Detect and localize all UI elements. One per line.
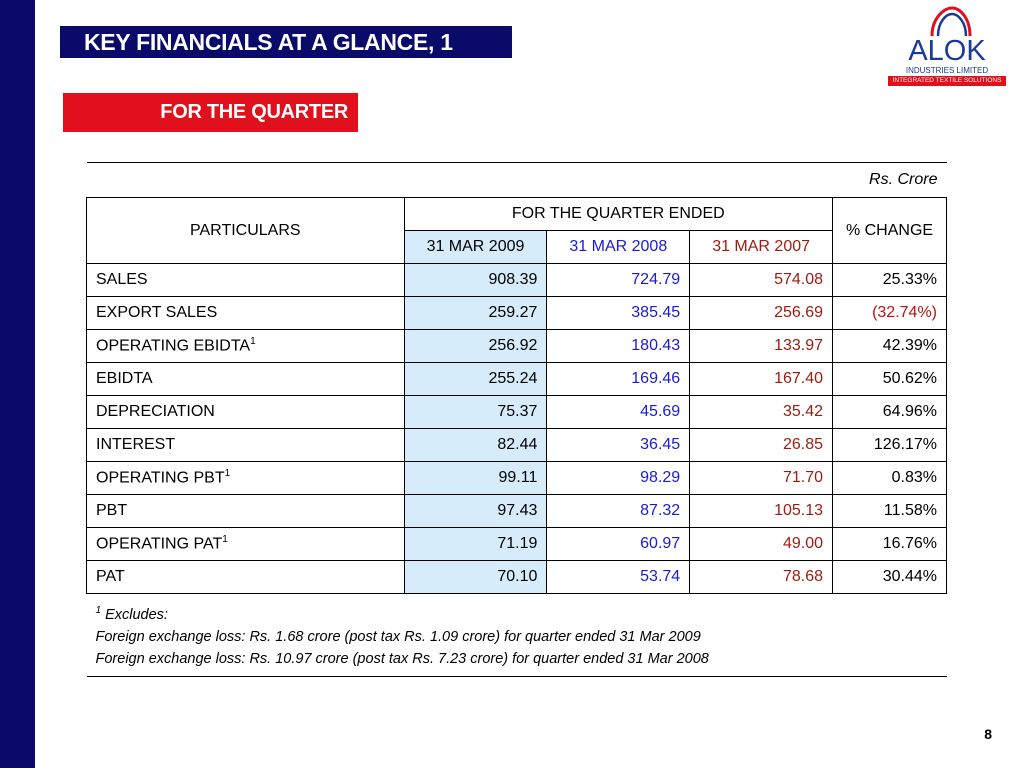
change-header: % CHANGE (833, 198, 947, 264)
value-2008-cell (547, 528, 690, 561)
value-2009-cell (404, 330, 547, 363)
value-2009-cell (404, 363, 547, 396)
period-2007-header: 31 MAR 2007 (690, 231, 833, 264)
value-2008-cell (547, 264, 690, 297)
value-2007-cell (690, 429, 833, 462)
value-2009-cell (404, 264, 547, 297)
value-2007-cell (690, 297, 833, 330)
table-row (87, 297, 947, 330)
row-label-cell (87, 495, 405, 528)
value-2008: 180.43 (631, 337, 681, 354)
slide-subtitle: FOR THE QUARTER (63, 93, 358, 132)
row-label: OPERATING PAT (96, 535, 223, 553)
logo-name: ALOK (908, 35, 986, 67)
table-row (87, 264, 947, 297)
value-2007-cell (690, 363, 833, 396)
value-2008-cell (547, 429, 690, 462)
value-2009: 82.44 (497, 436, 538, 453)
table-row (87, 429, 947, 462)
percent-change-cell (833, 495, 947, 528)
percent-change: 50.62% (882, 370, 937, 387)
footnote-ref: 1 (222, 534, 228, 546)
footnote-line-2: Foreign exchange loss: Rs. 10.97 crore (post tax Rs. 7.23 crore) for quarter ended 31 Mar 2008 (95, 650, 709, 667)
value-2009: 75.37 (497, 403, 538, 420)
footnote (87, 594, 947, 677)
value-2008: 87.32 (640, 502, 681, 519)
period-header: FOR THE QUARTER ENDED (404, 198, 832, 231)
row-label-cell (87, 528, 405, 561)
percent-change: 42.39% (882, 337, 937, 354)
percent-change-cell (833, 297, 947, 330)
unit-row (87, 163, 947, 198)
value-2009-cell (404, 297, 547, 330)
table-row (87, 561, 947, 594)
value-2007: 78.68 (782, 568, 824, 585)
slide-title: KEY FINANCIALS AT A GLANCE, 1 (60, 26, 512, 58)
value-2008: 53.74 (640, 568, 681, 585)
percent-change-cell (833, 561, 947, 594)
value-2008-cell (547, 396, 690, 429)
percent-change: 64.96% (882, 403, 937, 420)
value-2008-cell (547, 297, 690, 330)
value-2009-cell (404, 462, 547, 495)
table-row (87, 462, 947, 495)
percent-change-cell (833, 264, 947, 297)
value-2009: 71.19 (497, 535, 538, 552)
row-label-cell (87, 396, 405, 429)
row-label: SALES (96, 271, 148, 288)
value-2007-cell (690, 528, 833, 561)
value-2007: 49.00 (782, 535, 824, 552)
row-label-cell (87, 363, 405, 396)
value-2007: 256.69 (774, 304, 824, 321)
value-2007: 26.85 (782, 436, 824, 453)
logo-company: INDUSTRIES LIMITED (905, 66, 989, 75)
value-2007: 35.42 (782, 403, 824, 420)
value-2009: 256.92 (488, 337, 538, 354)
unit-label: Rs. Crore (87, 163, 947, 198)
row-label-cell (87, 330, 405, 363)
row-label-cell (87, 429, 405, 462)
row-label: EBIDTA (96, 370, 153, 387)
value-2009-cell (404, 495, 547, 528)
financials-table (86, 162, 947, 677)
value-2008: 169.46 (631, 370, 681, 387)
row-label-cell (87, 561, 405, 594)
value-2007: 133.97 (774, 337, 824, 354)
percent-change: 16.76% (882, 535, 937, 552)
percent-change: 11.58% (883, 502, 937, 519)
page-number: 8 (984, 726, 992, 742)
table-row (87, 330, 947, 363)
value-2007-cell (690, 462, 833, 495)
percent-change: 30.44% (882, 568, 937, 585)
value-2008-cell (547, 462, 690, 495)
header-row-1 (87, 198, 947, 231)
row-label: OPERATING PBT (96, 469, 225, 487)
value-2008: 98.29 (640, 469, 681, 486)
footnote-heading: Excludes: (105, 606, 168, 623)
value-2009: 908.39 (488, 271, 538, 288)
value-2007-cell (690, 396, 833, 429)
value-2009: 255.24 (488, 370, 538, 387)
value-2007-cell (690, 264, 833, 297)
value-2009: 99.11 (498, 469, 538, 486)
value-2009-cell (404, 561, 547, 594)
period-2008-header: 31 MAR 2008 (547, 231, 690, 264)
value-2008: 36.45 (640, 436, 681, 453)
value-2009-cell (404, 396, 547, 429)
value-2008: 724.79 (631, 271, 681, 288)
percent-change: 126.17% (873, 436, 937, 453)
percent-change-cell (833, 429, 947, 462)
value-2007-cell (690, 330, 833, 363)
value-2009-cell (404, 429, 547, 462)
percent-change: 0.83% (891, 469, 937, 486)
footnote-ref: 1 (224, 468, 231, 480)
footnote-line-1: Foreign exchange loss: Rs. 1.68 crore (post tax Rs. 1.09 crore) for quarter ended 31 Mar 2009 (95, 628, 701, 645)
percent-change: (32.74%) (872, 304, 937, 321)
row-label-cell (87, 297, 405, 330)
row-label: DEPRECIATION (96, 403, 215, 420)
percent-change-cell (833, 528, 947, 561)
percent-change-cell (833, 396, 947, 429)
logo-swoosh-icon (886, 4, 1008, 38)
row-label: EXPORT SALES (96, 304, 218, 321)
logo-tagline: INTEGRATED TEXTILE SOLUTIONS (888, 76, 1006, 86)
value-2009-cell (404, 528, 547, 561)
value-2009: 70.10 (497, 568, 538, 585)
value-2008-cell (547, 330, 690, 363)
value-2007: 105.13 (774, 502, 824, 519)
percent-change-cell (833, 462, 947, 495)
footnote-ref: 1 (250, 336, 256, 348)
percent-change-cell (833, 330, 947, 363)
row-label-cell (87, 462, 405, 495)
footnote-marker: 1 (95, 605, 102, 616)
value-2007-cell (690, 561, 833, 594)
footnote-row (87, 594, 947, 677)
table-row (87, 528, 947, 561)
row-label: PBT (96, 502, 128, 519)
value-2008-cell (547, 561, 690, 594)
row-label: PAT (96, 568, 125, 585)
value-2009: 97.43 (497, 502, 538, 519)
value-2008: 385.45 (631, 304, 681, 321)
table-row (87, 495, 947, 528)
table-row (87, 363, 947, 396)
value-2007: 71.70 (782, 469, 824, 486)
value-2008-cell (547, 495, 690, 528)
percent-change-cell (833, 363, 947, 396)
table-row (87, 396, 947, 429)
row-label: OPERATING EBIDTA (96, 337, 251, 355)
percent-change: 25.33% (882, 271, 937, 288)
company-logo (886, 4, 1008, 86)
period-2009-header: 31 MAR 2009 (404, 231, 547, 264)
left-accent-bar (0, 0, 35, 768)
value-2007: 167.40 (774, 370, 824, 387)
value-2008: 60.97 (640, 535, 681, 552)
particulars-header: PARTICULARS (87, 198, 405, 264)
value-2007-cell (690, 495, 833, 528)
row-label-cell (87, 264, 405, 297)
row-label: INTEREST (96, 436, 176, 453)
value-2008: 45.69 (640, 403, 681, 420)
value-2008-cell (547, 363, 690, 396)
value-2009: 259.27 (488, 304, 538, 321)
value-2007: 574.08 (774, 271, 824, 288)
table-body (87, 264, 947, 594)
